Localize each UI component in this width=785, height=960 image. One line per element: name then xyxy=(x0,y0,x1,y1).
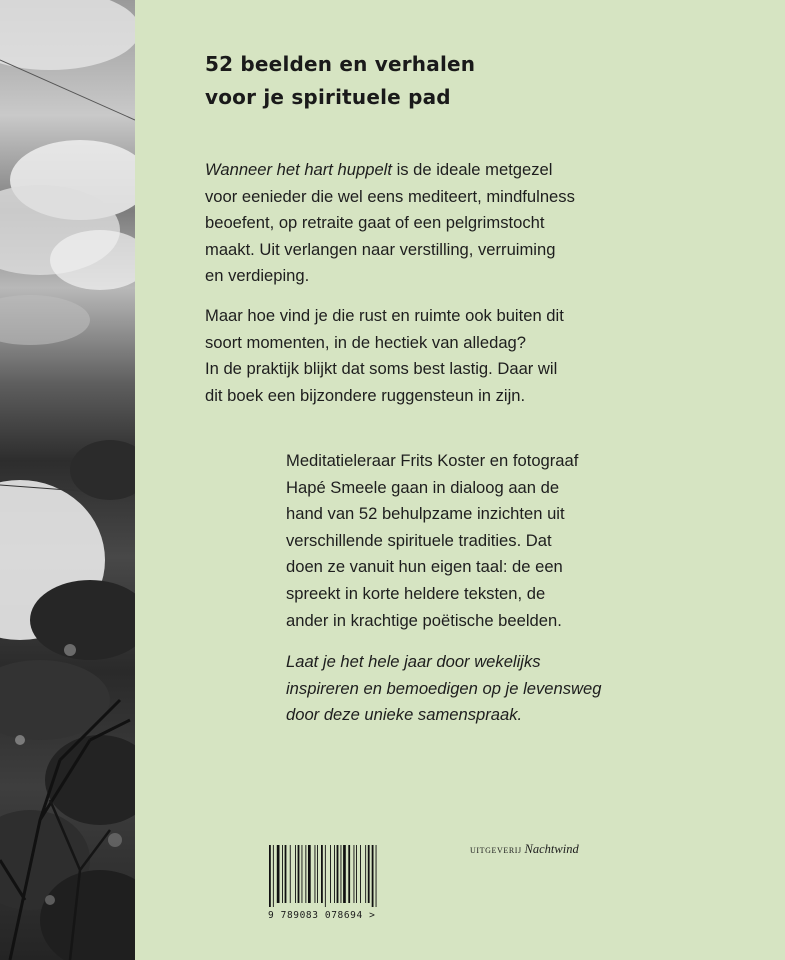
intro-line-3: beoefent, op retraite gaat of een pelgrimstocht xyxy=(205,213,545,233)
closing-line-2: inspireren en bemoedigen op je levensweg xyxy=(286,678,602,698)
intro-line-2: voor eenieder die wel eens mediteert, mindfulness xyxy=(205,186,575,206)
isbn-number: 9 789083 078694 > xyxy=(268,910,376,921)
question-paragraph xyxy=(205,303,615,409)
intro-line-5: en verdieping. xyxy=(205,266,310,286)
publisher-imprint: Nachtwind xyxy=(524,842,579,856)
heading-line-2: voor je spirituele pad xyxy=(205,85,451,109)
question-line-4: dit boek een bijzondere ruggensteun in zijn. xyxy=(205,385,526,405)
publisher-mark xyxy=(444,832,644,866)
closing-paragraph xyxy=(286,649,646,729)
clouds-and-trees-photo xyxy=(0,0,135,960)
authors-paragraph xyxy=(286,448,646,634)
heading-line-1: 52 beelden en verhalen xyxy=(205,52,476,76)
publisher-prefix: uitgeverij xyxy=(470,844,522,856)
authors-line-4: verschillende spirituele tradities. Dat xyxy=(286,530,552,550)
publisher-name xyxy=(470,842,579,857)
authors-line-1: Meditatieleraar Frits Koster en fotograaf xyxy=(286,451,579,470)
authors-line-6: spreekt in korte heldere teksten, de xyxy=(286,583,546,603)
question-line-3: In de praktijk blijkt dat soms best lastig. Daar wil xyxy=(205,359,558,379)
authors-line-2: Hapé Smeele gaan in dialoog aan de xyxy=(286,477,560,497)
intro-line-1: is de ideale metgezel xyxy=(391,160,553,179)
authors-line-3: hand van 52 behulpzame inzichten uit xyxy=(286,504,565,524)
closing-line-3: door deze unieke samenspraak. xyxy=(286,705,523,725)
intro-paragraph xyxy=(205,157,615,290)
crescent-moon-icon xyxy=(444,832,472,866)
authors-line-5: doen ze vanuit hun eigen taal: de een xyxy=(286,557,563,577)
question-line-2: soort momenten, in de hectiek van alledag? xyxy=(205,332,527,352)
cover-heading xyxy=(205,48,705,114)
book-title-italic: Wanneer het hart huppelt xyxy=(205,160,392,179)
barcode-bars xyxy=(265,845,395,907)
intro-line-4: maakt. Uit verlangen naar verstilling, verruiming xyxy=(205,239,556,259)
question-line-1: Maar hoe vind je die rust en ruimte ook buiten dit xyxy=(205,306,564,325)
cover-photo-strip xyxy=(0,0,135,960)
closing-line-1: Laat je het hele jaar door wekelijks xyxy=(286,652,541,671)
authors-line-7: ander in krachtige poëtische beelden. xyxy=(286,610,562,630)
